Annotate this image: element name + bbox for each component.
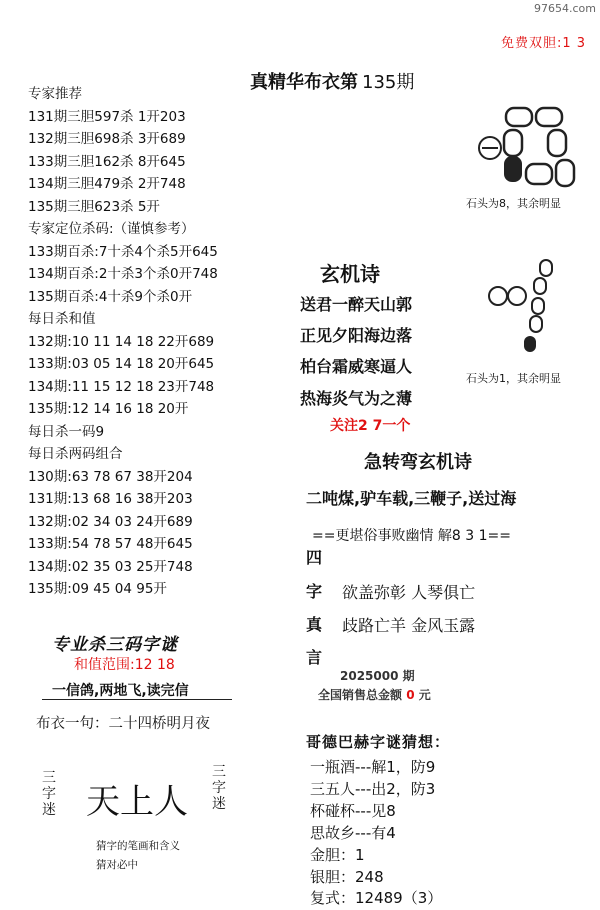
left-line: 每日杀一码9 bbox=[28, 423, 105, 440]
four-char-2: 字 bbox=[306, 582, 323, 601]
big-riddle: 天上人 bbox=[86, 782, 188, 822]
calligraphy-heading: 专业杀三码字谜 bbox=[52, 635, 178, 655]
pigeon-riddle: 一信鸽,两地飞,读完信 bbox=[52, 683, 189, 699]
godel-title: 哥德巴赫字谜猜想： bbox=[306, 733, 451, 751]
left-line: 每日杀和值 bbox=[28, 311, 96, 327]
poem-title: 玄机诗 bbox=[320, 262, 380, 286]
sales-value: 0 bbox=[406, 688, 415, 702]
turn-poem-title: 急转弯玄机诗 bbox=[364, 452, 472, 473]
left-line: 134期:11 15 12 18 23开748 bbox=[28, 378, 215, 395]
left-line: 132期:02 34 03 24开689 bbox=[28, 513, 193, 530]
poem-line: 热海炎气为之薄 bbox=[300, 389, 413, 408]
deal-line: ==更堪俗事败幽情 解8 3 1== bbox=[312, 528, 511, 544]
godel-line: 思故乡---有4 bbox=[310, 824, 396, 842]
hint-line: 猜对必中 bbox=[96, 859, 138, 871]
title-text: 真精华布衣第 bbox=[250, 72, 358, 93]
godel-line: 杯碰杯---见8 bbox=[310, 802, 396, 820]
left-line: 专家定位杀码:（谨慎参考） bbox=[28, 221, 195, 237]
four-char-3: 真 bbox=[306, 615, 323, 634]
free-double-gall: 免费双胆:1 3 bbox=[500, 36, 586, 51]
left-line: 131期三胆597杀 1开203 bbox=[28, 108, 186, 125]
left-line: 每日杀两码组合 bbox=[28, 446, 123, 462]
four-phrases-1: 欲盖弥彰 人琴俱亡 bbox=[342, 583, 476, 602]
stone-diagram-1 bbox=[470, 104, 580, 190]
site-watermark: 97654.com bbox=[534, 2, 596, 15]
issue-2025: 2025000 期 bbox=[340, 669, 415, 683]
left-line: 131期:13 68 16 38开203 bbox=[28, 491, 193, 507]
left-line: 133期:54 78 57 48开645 bbox=[28, 536, 193, 552]
left-line: 135期百杀:4十杀9个杀0开 bbox=[28, 288, 193, 305]
left-column bbox=[28, 83, 218, 601]
godel-line: 三五人---出2，防3 bbox=[310, 780, 436, 798]
page-title bbox=[250, 68, 414, 94]
four-char-4: 言 bbox=[306, 648, 323, 667]
left-line: 133期三胆162杀 8开645 bbox=[28, 153, 186, 170]
left-line: 134期三胆479杀 2开748 bbox=[28, 176, 186, 192]
left-line: 130期:63 78 67 38开204 bbox=[28, 468, 193, 485]
left-line: 132期:10 11 14 18 22开689 bbox=[28, 333, 215, 350]
hint-line: 猜字的笔画和含义 bbox=[96, 840, 180, 852]
buyi-sentence: 布衣一句：二十四桥明月夜 bbox=[36, 716, 210, 732]
left-line: 专家推荐 bbox=[28, 86, 82, 102]
poem-line: 送君一醉天山郭 bbox=[300, 295, 413, 314]
divider bbox=[42, 699, 232, 700]
four-phrases-2: 歧路亡羊 金风玉露 bbox=[342, 616, 476, 635]
left-line: 133期:03 05 14 18 20开645 bbox=[28, 356, 215, 372]
follow-note: 关注2 7一个 bbox=[330, 418, 411, 434]
diagram-caption-1: 石头为8，其余明显 bbox=[466, 197, 561, 210]
turn-poem-line: 二吨煤,驴车载,三鞭子,送过海 bbox=[306, 489, 517, 508]
left-line: 135期三胆623杀 5开 bbox=[28, 198, 160, 215]
issue-number: 135期 bbox=[362, 72, 415, 93]
left-line: 135期:09 45 04 95开 bbox=[28, 581, 167, 597]
poem-line: 柏台霜威寒逼人 bbox=[300, 357, 413, 376]
four-char-1: 四 bbox=[306, 548, 323, 567]
left-line: 132期三胆698杀 3开689 bbox=[28, 131, 186, 147]
stone-diagram-2 bbox=[484, 258, 564, 358]
side-label-left: 三字迷 bbox=[42, 770, 56, 818]
diagram-caption-2: 石头为1，其余明显 bbox=[466, 372, 561, 385]
left-line: 134期百杀:2十杀3个杀0开748 bbox=[28, 266, 218, 282]
sum-range: 和值范围:12 18 bbox=[74, 657, 175, 673]
side-label-right: 三字迷 bbox=[212, 764, 226, 812]
left-line: 135期:12 14 16 18 20开 bbox=[28, 401, 189, 417]
left-line: 134期:02 35 03 25开748 bbox=[28, 558, 193, 575]
sales-total bbox=[318, 686, 431, 703]
godel-line: 一瓶酒---解1，防9 bbox=[310, 758, 436, 776]
godel-line: 银胆：248 bbox=[310, 868, 384, 886]
godel-line: 复式：12489（3） bbox=[310, 889, 443, 907]
godel-line: 金胆：1 bbox=[310, 846, 365, 864]
sales-label: 全国销售总金额 bbox=[318, 688, 403, 702]
left-line: 133期百杀:7十杀4个杀5开645 bbox=[28, 243, 218, 260]
poem-line: 正见夕阳海边落 bbox=[300, 326, 413, 345]
sales-unit: 元 bbox=[418, 688, 431, 702]
